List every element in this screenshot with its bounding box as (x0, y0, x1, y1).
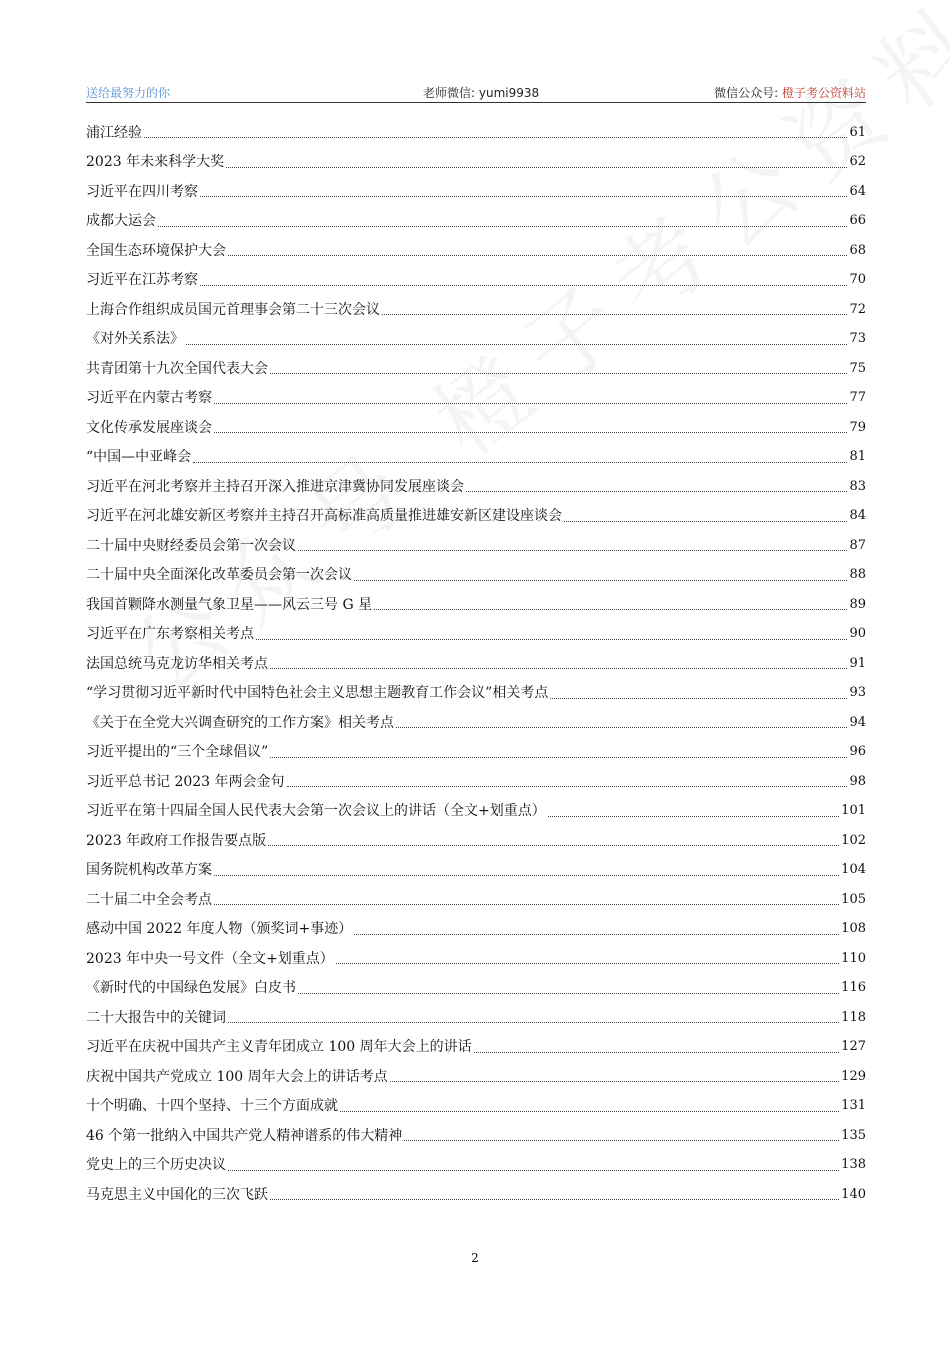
toc-entry[interactable] (86, 885, 866, 915)
toc-leader-dots (256, 639, 847, 640)
toc-entry-title: 马克思主义中国化的三次飞跃 (86, 1186, 268, 1203)
toc-entry[interactable] (86, 502, 866, 532)
header-public-account-label: 微信公众号: (714, 86, 782, 100)
toc-entry-title: 二十届二中全会考点 (86, 891, 212, 908)
toc-entry-page: 105 (841, 891, 866, 907)
toc-leader-dots (340, 1111, 839, 1112)
toc-entry-page: 98 (849, 773, 866, 789)
toc-entry-title: 习近平在江苏考察 (86, 272, 198, 289)
toc-entry-title: 成都大运会 (86, 213, 156, 230)
toc-leader-dots (270, 668, 847, 669)
toc-leader-dots (298, 550, 847, 551)
toc-entry[interactable] (86, 207, 866, 237)
toc-entry-title: 2023 年未来科学大奖 (86, 154, 225, 171)
toc-entry-page: 108 (841, 921, 866, 937)
toc-entry[interactable] (86, 354, 866, 384)
toc-entry-title: 庆祝中国共产党成立 100 周年大会上的讲话考点 (86, 1068, 388, 1085)
toc-entry-page: 118 (841, 1009, 866, 1025)
toc-entry-page: 129 (841, 1068, 866, 1084)
toc-entry-title: 十个明确、十四个坚持、十三个方面成就 (86, 1098, 338, 1115)
toc-entry-title: 文化传承发展座谈会 (86, 419, 212, 436)
header-slogan: 送给最努力的你 (86, 86, 171, 100)
toc-leader-dots (214, 403, 847, 404)
toc-entry-title: 全国生态环境保护大会 (86, 242, 226, 259)
toc-leader-dots (396, 727, 847, 728)
toc-entry[interactable] (86, 443, 866, 473)
toc-entry-title: 习近平在内蒙古考察 (86, 390, 212, 407)
toc-entry[interactable] (86, 590, 866, 620)
toc-leader-dots (548, 816, 839, 817)
toc-entry[interactable] (86, 797, 866, 827)
toc-leader-dots (270, 1199, 839, 1200)
toc-leader-dots (226, 167, 847, 168)
toc-entry[interactable] (86, 708, 866, 738)
toc-entry-page: 102 (841, 832, 866, 848)
toc-entry-title: 习近平在四川考察 (86, 183, 198, 200)
toc-entry-page: 62 (849, 154, 866, 170)
toc-leader-dots (228, 1170, 839, 1171)
toc-leader-dots (200, 285, 847, 286)
toc-entry[interactable] (86, 118, 866, 148)
toc-entry[interactable] (86, 1092, 866, 1122)
toc-entry[interactable] (86, 413, 866, 443)
toc-entry-page: 64 (849, 183, 866, 199)
toc-entry[interactable] (86, 325, 866, 355)
toc-entry[interactable] (86, 915, 866, 945)
toc-entry-page: 89 (849, 596, 866, 612)
toc-entry-page: 140 (841, 1186, 866, 1202)
toc-leader-dots (193, 462, 847, 463)
toc-entry[interactable] (86, 1003, 866, 1033)
toc-entry[interactable] (86, 738, 866, 768)
toc-entry-page: 72 (849, 301, 866, 317)
toc-entry-page: 93 (849, 685, 866, 701)
toc-entry-title: 我国首颗降水测量气象卫星——风云三号 G 星 (86, 596, 373, 613)
toc-entry[interactable] (86, 649, 866, 679)
toc-entry-page: 91 (849, 655, 866, 671)
toc-entry[interactable] (86, 295, 866, 325)
toc-entry-page: 131 (841, 1098, 866, 1114)
toc-entry-page: 83 (849, 478, 866, 494)
toc-entry-title: 上海合作组织成员国元首理事会第二十三次会议 (86, 301, 380, 318)
toc-entry[interactable] (86, 266, 866, 296)
toc-entry-title: 习近平在广东考察相关考点 (86, 626, 254, 643)
toc-entry-title: 《新时代的中国绿色发展》白皮书 (86, 980, 296, 997)
toc-entry-title: 《关于在全党大兴调查研究的工作方案》相关考点 (86, 714, 394, 731)
toc-leader-dots (214, 432, 847, 433)
toc-entry[interactable] (86, 1151, 866, 1181)
toc-entry[interactable] (86, 561, 866, 591)
toc-entry-title: 习近平在第十四届全国人民代表大会第一次会议上的讲话（全文+划重点） (86, 803, 546, 820)
toc-entry-title: 法国总统马克龙访华相关考点 (86, 655, 268, 672)
toc-entry-title: 共青团第十九次全国代表大会 (86, 360, 268, 377)
toc-entry-page: 75 (849, 360, 866, 376)
toc-entry[interactable] (86, 620, 866, 650)
toc-entry-page: 70 (849, 272, 866, 288)
toc-entry-title: “中国—中亚峰会 (86, 449, 192, 466)
table-of-contents (86, 118, 866, 1210)
toc-entry-title: 浦江经验 (86, 124, 142, 141)
toc-entry-title: 习近平在庆祝中国共产主义青年团成立 100 周年大会上的讲话 (86, 1039, 472, 1056)
toc-entry[interactable] (86, 1121, 866, 1151)
toc-entry[interactable] (86, 472, 866, 502)
toc-entry-page: 96 (849, 744, 866, 760)
toc-entry[interactable] (86, 974, 866, 1004)
toc-entry-page: 88 (849, 567, 866, 583)
toc-entry-page: 110 (841, 950, 866, 966)
toc-entry[interactable] (86, 826, 866, 856)
toc-entry-title: 2023 年中央一号文件（全文+划重点） (86, 950, 334, 967)
toc-entry-page: 77 (849, 390, 866, 406)
toc-entry[interactable] (86, 1180, 866, 1210)
toc-leader-dots (186, 344, 847, 345)
toc-entry-page: 79 (849, 419, 866, 435)
toc-entry[interactable] (86, 236, 866, 266)
toc-leader-dots (374, 609, 847, 610)
toc-entry[interactable] (86, 679, 866, 709)
toc-entry-page: 138 (841, 1157, 866, 1173)
toc-entry-page: 127 (841, 1039, 866, 1055)
toc-entry-title: “学习贯彻习近平新时代中国特色社会主义思想主题教育工作会议”相关考点 (86, 685, 549, 702)
toc-entry[interactable] (86, 1033, 866, 1063)
toc-leader-dots (270, 373, 847, 374)
toc-entry-title: 感动中国 2022 年度人物（颁奖词+事迹） (86, 921, 353, 938)
toc-leader-dots (270, 757, 847, 758)
toc-leader-dots (287, 786, 848, 787)
toc-entry-title: 二十届中央财经委员会第一次会议 (86, 537, 296, 554)
toc-leader-dots (298, 993, 839, 994)
toc-entry-page: 84 (849, 508, 866, 524)
toc-entry-page: 66 (849, 213, 866, 229)
toc-leader-dots (382, 314, 847, 315)
toc-entry-page: 87 (849, 537, 866, 553)
toc-entry[interactable] (86, 148, 866, 178)
toc-entry[interactable] (86, 767, 866, 797)
toc-entry-page: 116 (841, 980, 866, 996)
toc-leader-dots (336, 963, 839, 964)
toc-entry-title: 习近平在河北考察并主持召开深入推进京津冀协同发展座谈会 (86, 478, 464, 495)
toc-entry-page: 90 (849, 626, 866, 642)
toc-leader-dots (200, 196, 847, 197)
toc-leader-dots (228, 255, 847, 256)
toc-leader-dots (268, 845, 839, 846)
toc-entry-title: 国务院机构改革方案 (86, 862, 212, 879)
toc-entry-title: 46 个第一批纳入中国共产党人精神谱系的伟大精神 (86, 1127, 403, 1144)
toc-leader-dots (550, 698, 847, 699)
page-header (86, 84, 866, 103)
toc-entry-title: 习近平提出的“三个全球倡议” (86, 744, 269, 761)
toc-entry-page: 73 (849, 331, 866, 347)
toc-leader-dots (564, 521, 847, 522)
toc-leader-dots (214, 875, 839, 876)
toc-entry-title: 二十届中央全面深化改革委员会第一次会议 (86, 567, 352, 584)
toc-entry[interactable] (86, 1062, 866, 1092)
header-public-account (714, 84, 866, 101)
toc-leader-dots (390, 1081, 840, 1082)
toc-leader-dots (404, 1140, 839, 1141)
toc-entry-page: 104 (841, 862, 866, 878)
toc-entry-title: 习近平在河北雄安新区考察并主持召开高标准高质量推进雄安新区建设座谈会 (86, 508, 562, 525)
toc-entry[interactable] (86, 531, 866, 561)
toc-leader-dots (474, 1052, 840, 1053)
toc-entry-page: 81 (849, 449, 866, 465)
toc-leader-dots (354, 934, 839, 935)
toc-leader-dots (228, 1022, 839, 1023)
toc-leader-dots (354, 580, 847, 581)
toc-entry-page: 94 (849, 714, 866, 730)
toc-leader-dots (158, 226, 847, 227)
toc-entry-title: 习近平总书记 2023 年两会金句 (86, 773, 285, 790)
toc-entry-page: 135 (841, 1127, 866, 1143)
toc-entry[interactable] (86, 384, 866, 414)
toc-leader-dots (466, 491, 847, 492)
toc-entry-page: 61 (849, 124, 866, 140)
toc-entry-title: 2023 年政府工作报告要点版 (86, 832, 267, 849)
toc-leader-dots (214, 904, 839, 905)
header-public-account-name: 橙子考公资料站 (781, 86, 866, 100)
toc-entry[interactable] (86, 856, 866, 886)
toc-entry-title: 党史上的三个历史决议 (86, 1157, 226, 1174)
toc-entry-page: 101 (841, 803, 866, 819)
toc-entry[interactable] (86, 177, 866, 207)
toc-entry-page: 68 (849, 242, 866, 258)
toc-entry-title: 二十大报告中的关键词 (86, 1009, 226, 1026)
toc-leader-dots (144, 137, 847, 138)
toc-entry-title: 《对外关系法》 (86, 331, 184, 348)
toc-entry[interactable] (86, 944, 866, 974)
page-number: 2 (471, 1251, 479, 1265)
header-teacher-wechat: 老师微信: yumi9938 (423, 86, 540, 100)
